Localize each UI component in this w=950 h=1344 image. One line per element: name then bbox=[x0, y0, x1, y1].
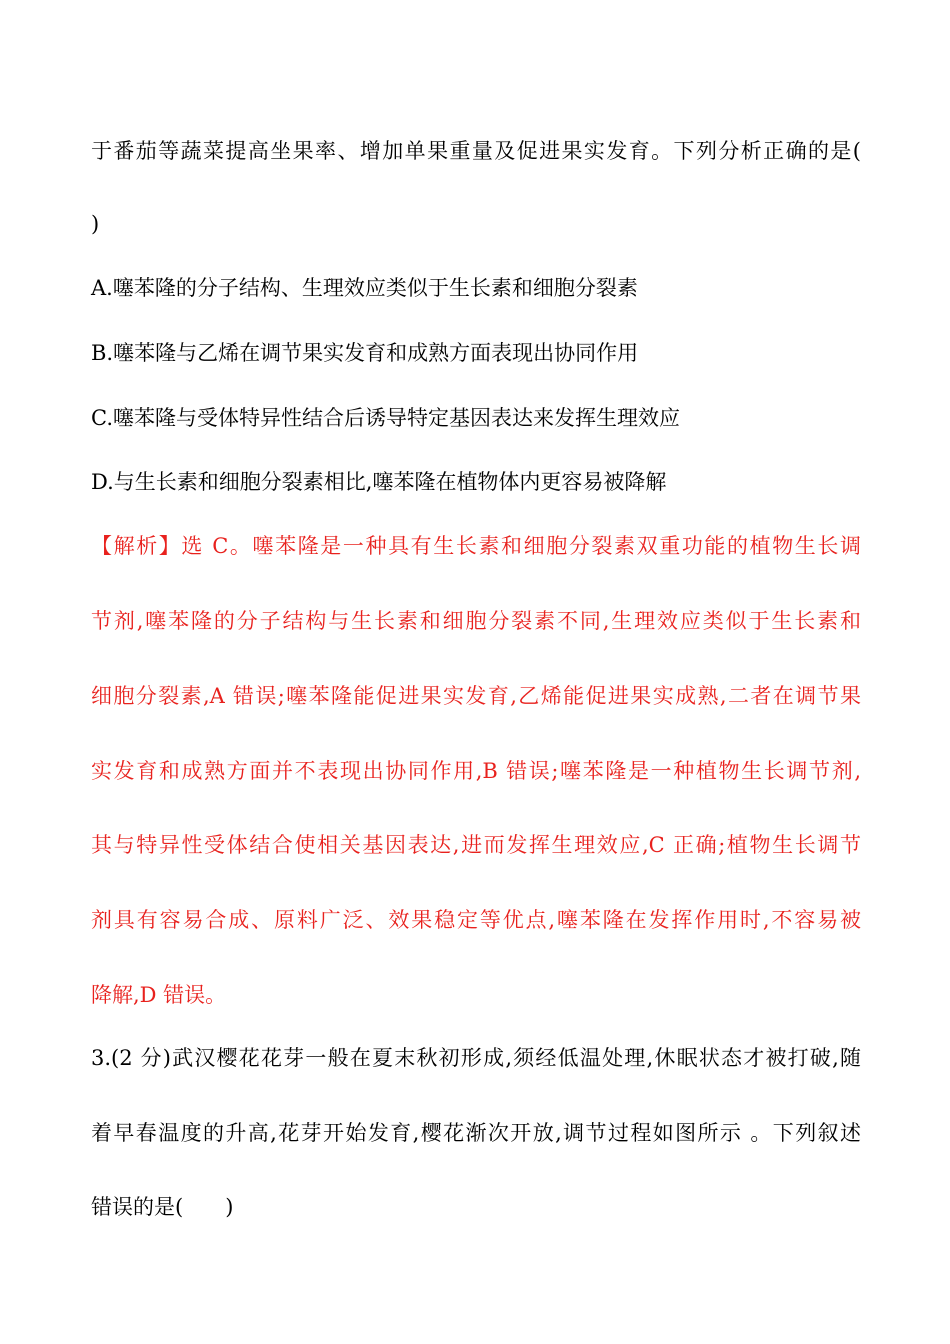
option-d: D.与生长素和细胞分裂素相比,噻苯隆在植物体内更容易被降解 bbox=[91, 470, 667, 494]
question-stem-line-2: ) bbox=[91, 212, 100, 236]
question-stem-line-1: 于番茄等蔬菜提高坐果率、增加单果重量及促进果实发育。下列分析正确的是( bbox=[91, 139, 861, 163]
analysis-line-6: 剂具有容易合成、原料广泛、效果稳定等优点,噻苯隆在发挥作用时,不容易被 bbox=[91, 908, 861, 932]
analysis-line-4: 实发育和成熟方面并不表现出协同作用,B 错误;噻苯隆是一种植物生长调节剂, bbox=[91, 759, 861, 783]
question3-line-3: 错误的是( ) bbox=[91, 1195, 234, 1219]
option-c: C.噻苯隆与受体特异性结合后诱导特定基因表达来发挥生理效应 bbox=[91, 406, 680, 430]
question3-line-1: 3.(2 分)武汉樱花花芽一般在夏末秋初形成,须经低温处理,休眠状态才被打破,随 bbox=[91, 1046, 861, 1070]
option-a: A.噻苯隆的分子结构、生理效应类似于生长素和细胞分裂素 bbox=[91, 276, 638, 300]
option-b: B.噻苯隆与乙烯在调节果实发育和成熟方面表现出协同作用 bbox=[91, 341, 639, 365]
analysis-line-5: 其与特异性受体结合使相关基因表达,进而发挥生理效应,C 正确;植物生长调节 bbox=[91, 833, 861, 857]
question3-line-2: 着早春温度的升高,花芽开始发育,樱花渐次开放,调节过程如图所示 。下列叙述 bbox=[91, 1121, 861, 1145]
analysis-line-3: 细胞分裂素,A 错误;噻苯隆能促进果实发育,乙烯能促进果实成熟,二者在调节果 bbox=[91, 684, 861, 708]
analysis-line-7: 降解,D 错误。 bbox=[91, 983, 227, 1007]
analysis-line-2: 节剂,噻苯隆的分子结构与生长素和细胞分裂素不同,生理效应类似于生长素和 bbox=[91, 609, 861, 633]
analysis-line-1: 【解析】选 C。噻苯隆是一种具有生长素和细胞分裂素双重功能的植物生长调 bbox=[91, 534, 861, 558]
